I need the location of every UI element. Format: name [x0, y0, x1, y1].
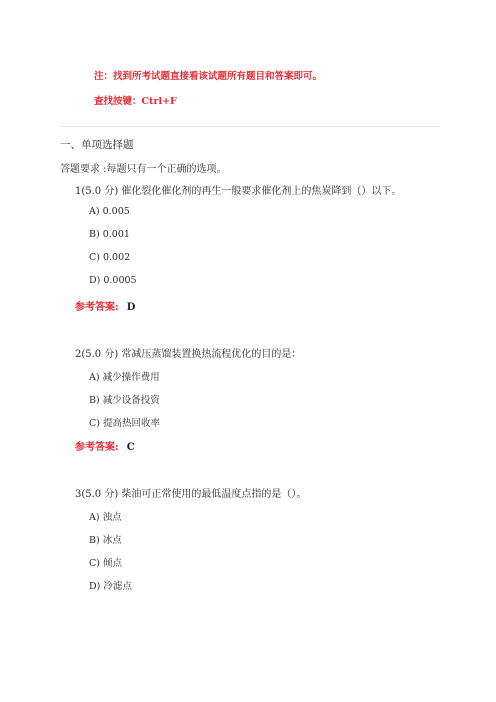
answer-label: 参考答案: — [75, 442, 119, 453]
question-1-option-b: B) 0.001 — [89, 229, 130, 240]
answer-value: D — [126, 302, 136, 313]
question-2-option-c: C) 提高热回收率 — [89, 418, 160, 429]
question-1-option-a: A) 0.005 — [89, 206, 130, 217]
question-2-answer — [75, 438, 135, 453]
question-3-option-b: B) 冰点 — [89, 535, 122, 546]
answer-requirement: 答题要求 :每题只有一个正确的选项。 — [60, 164, 227, 175]
question-3-option-a: A) 浊点 — [89, 512, 122, 523]
question-2-option-a: A) 减少操作费用 — [89, 372, 160, 383]
answer-value: C — [126, 442, 135, 453]
question-3-option-c: C) 倾点 — [89, 558, 122, 569]
question-1-answer — [75, 298, 135, 313]
question-3-option-d: D) 冷滤点 — [89, 581, 132, 592]
question-1-option-d: D) 0.0005 — [89, 275, 137, 286]
question-2-option-b: B) 减少设备投资 — [89, 395, 160, 406]
divider — [60, 126, 440, 127]
question-3-stem: 3(5.0 分) 柴油可正常使用的最低温度点指的是（）。 — [75, 489, 307, 500]
question-2-stem: 2(5.0 分) 常减压蒸馏装置换热流程优化的目的是： — [75, 349, 302, 360]
question-1-stem: 1(5.0 分) 催化裂化催化剂的再生一般要求催化剂上的焦炭降到（）以下。 — [75, 186, 402, 197]
question-1-option-c: C) 0.002 — [89, 252, 131, 263]
answer-label: 参考答案: — [75, 302, 119, 313]
notice-line-1: 注：找到所考试题直接看该试题所有题目和答案即可。 — [94, 71, 323, 82]
notice-line-2: 查找按键：Ctrl+F — [94, 96, 177, 107]
section-title: 一、单项选择题 — [60, 139, 134, 151]
